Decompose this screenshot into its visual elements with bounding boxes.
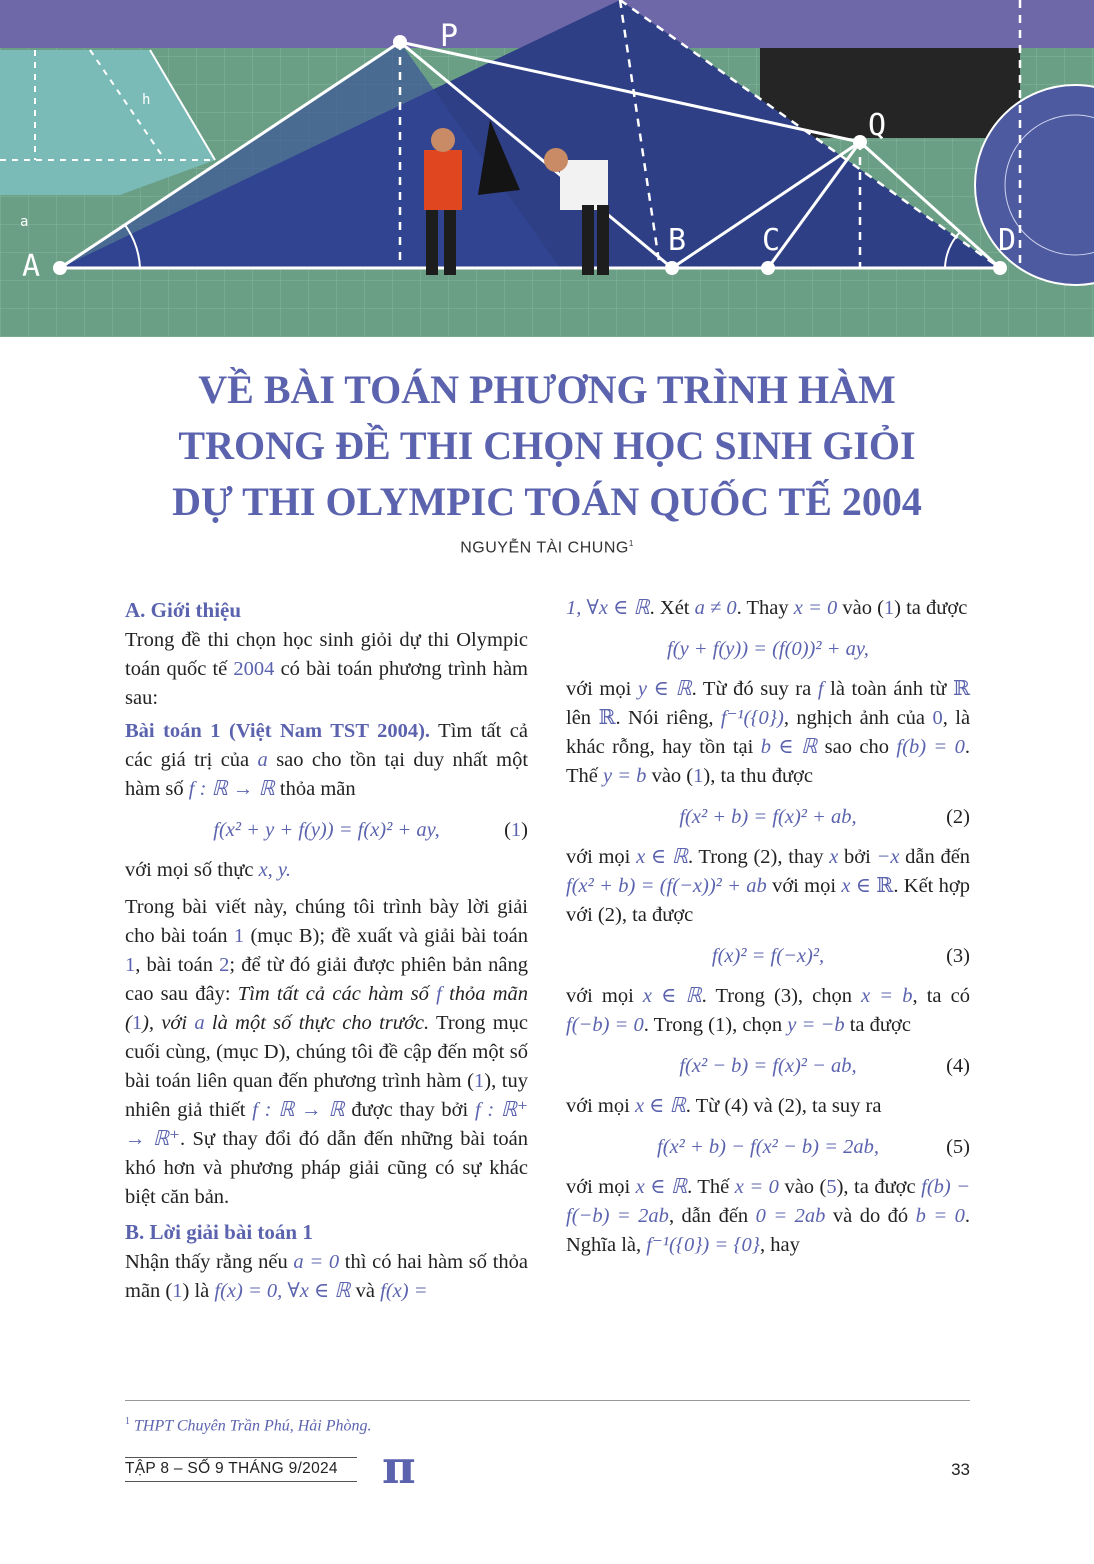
issue-rule-top bbox=[125, 1457, 357, 1458]
right-para-2: với mọi y ∈ ℝ. Từ đó suy ra f là toàn ánh từ ℝ lên ℝ. Nói riêng, f⁻¹({0}), nghịch ảnh của 0, là khác rỗng, hay tồn tại b ∈ ℝ sao cho f(b) = 0. Thế y = b vào (1), ta thu được bbox=[566, 678, 971, 787]
pi-logo: π bbox=[382, 1440, 416, 1494]
right-para-1: 1, ∀x ∈ ℝ. Xét a ≠ 0. Thay x = 0 vào (1) ta được bbox=[566, 597, 968, 619]
author bbox=[0, 539, 1094, 557]
footnote-rule bbox=[125, 1400, 970, 1401]
page-number: 33 bbox=[951, 1460, 970, 1479]
right-para-6: với mọi x ∈ ℝ. Thế x = 0 vào (5), ta được f(b) − f(−b) = 2ab, dẫn đến 0 = 2ab và do đó b = 0. Nghĩa là, f⁻¹({0}) = {0}, hay bbox=[566, 1176, 971, 1256]
overview-paragraph: Trong bài viết này, chúng tôi trình bày lời giải cho bài toán 1 (mục B); đề xuất và giải bài toán 1, bài toán 2; để từ đó giải được phiên bản nâng cao sau đây: Tìm tất cả các hàm số f thỏa mãn (1), với a là một số thực cho trước. Trong mục cuối cùng, (mục D), chúng tôi đề cập đến một số bài toán liên quan đến phương trình hàm (1), tuy nhiên giả thiết f : ℝ → ℝ được thay bởi f : ℝ⁺ → ℝ⁺. Sự thay đổi đó dẫn đến những bài toán khó hơn và phương pháp giải cũng có sự khác biệt căn bản. bbox=[125, 896, 529, 1208]
right-para-3: với mọi x ∈ ℝ. Trong (2), thay x bởi −x dẫn đến f(x² + b) = (f(−x))² + ab với mọi x ∈ ℝ. Kết hợp với (2), ta được bbox=[566, 846, 971, 926]
forall-line: với mọi số thực x, y. bbox=[125, 859, 292, 881]
equation-4: f(x² − b) = f(x)² − ab, (4) bbox=[679, 1055, 970, 1077]
intro-paragraph: Trong đề thi chọn học sinh giỏi dự thi Olympic toán quốc tế 2004 có bài toán phương trình hàm sau: bbox=[125, 629, 528, 709]
right-column bbox=[566, 594, 970, 1260]
solution-paragraph: Nhận thấy rằng nếu a = 0 thì có hai hàm số thỏa mãn (1) là f(x) = 0, ∀x ∈ ℝ và f(x) = bbox=[125, 1251, 528, 1302]
equation-3: f(x)² = f(−x)², (3) bbox=[711, 945, 970, 967]
footnote-text: THPT Chuyên Trần Phú, Hải Phòng. bbox=[134, 1417, 372, 1435]
label-b: B bbox=[668, 223, 687, 258]
left-column bbox=[125, 594, 528, 1306]
problem-1-label: Bài toán 1 (Việt Nam TST 2004). bbox=[125, 720, 431, 742]
footnote bbox=[125, 1416, 372, 1435]
label-hs: h bbox=[142, 92, 151, 108]
label-c: C bbox=[762, 223, 781, 258]
geometry-illustration bbox=[0, 0, 1094, 337]
equation-2: f(x² + b) = f(x)² + ab, (2) bbox=[679, 806, 970, 828]
author-name: NGUYỄN TÀI CHUNG bbox=[460, 539, 629, 557]
equation-1: f(x² + y + f(y)) = f(x)² + ay, (1) bbox=[213, 819, 528, 841]
label-q: Q bbox=[868, 108, 887, 143]
dark-panel bbox=[760, 48, 1020, 138]
issue-rule-bottom bbox=[125, 1481, 357, 1482]
label-a-small: a bbox=[20, 214, 29, 230]
header-illustration bbox=[0, 0, 1094, 337]
problem-1: Bài toán 1 (Việt Nam TST 2004). Tìm tất cả các giá trị của a sao cho tồn tại duy nhất một hàm số f : ℝ → ℝ thỏa mãn bbox=[125, 720, 529, 800]
label-a: A bbox=[22, 249, 41, 284]
equation-a: f(y + f(y)) = (f(0))² + ay, bbox=[667, 638, 869, 660]
right-para-5: với mọi x ∈ ℝ. Từ (4) và (2), ta suy ra bbox=[566, 1095, 882, 1117]
section-a-heading: A. Giới thiệu bbox=[125, 598, 242, 622]
right-para-4: với mọi x ∈ ℝ. Trong (3), chọn x = b, ta có f(−b) = 0. Trong (1), chọn y = −b ta được bbox=[566, 985, 970, 1036]
label-d: D bbox=[998, 223, 1017, 258]
footnote-mark: 1 bbox=[125, 1416, 130, 1427]
section-b-heading: B. Lời giải bài toán 1 bbox=[125, 1220, 313, 1244]
label-p: P bbox=[440, 19, 459, 54]
issue-info: TẬP 8 – SỐ 9 THÁNG 9/2024 bbox=[125, 1460, 338, 1477]
title-line-1: VỀ BÀI TOÁN PHƯƠNG TRÌNH HÀM bbox=[198, 367, 896, 412]
author-footnote-mark: 1 bbox=[628, 539, 634, 548]
title-line-3: DỰ THI OLYMPIC TOÁN QUỐC TẾ 2004 bbox=[172, 479, 922, 524]
title-line-2: TRONG ĐỀ THI CHỌN HỌC SINH GIỎI bbox=[178, 423, 916, 468]
article-title bbox=[60, 362, 1034, 530]
equation-5: f(x² + b) − f(x² − b) = 2ab, (5) bbox=[657, 1136, 970, 1158]
